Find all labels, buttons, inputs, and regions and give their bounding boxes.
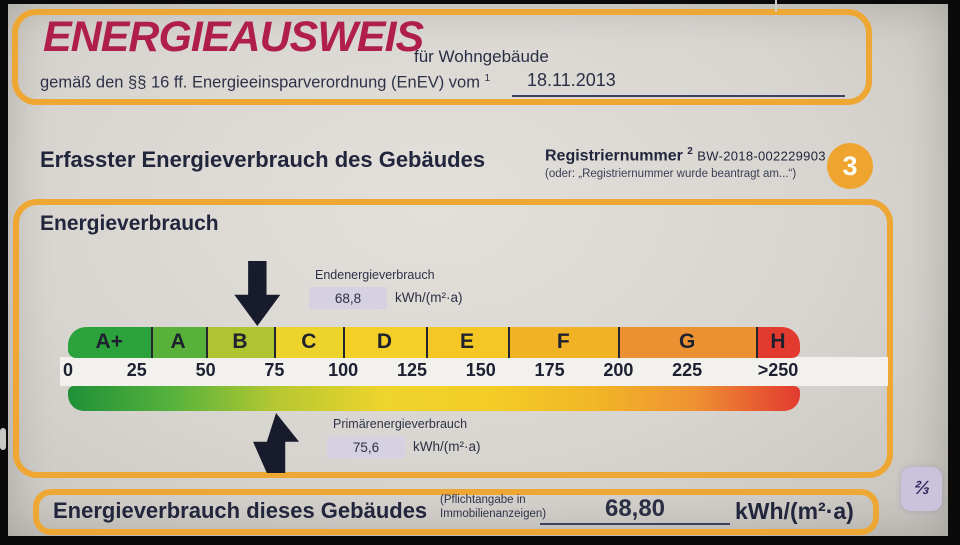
footer-note xyxy=(440,494,546,522)
scale-band-letter: E xyxy=(459,329,475,353)
scale-band-letter: A+ xyxy=(95,329,123,353)
scale-tick-100: 100 xyxy=(328,360,359,380)
scale-band-G xyxy=(618,327,756,358)
scale-tick-0: 0 xyxy=(62,360,74,380)
law-footnote: 1 xyxy=(484,73,491,84)
photo-glare xyxy=(0,428,6,450)
scale-tick-175: 175 xyxy=(534,360,565,380)
marker-arrow-up xyxy=(253,413,299,473)
photo-glare xyxy=(775,0,777,12)
registry-footnote: 2 xyxy=(687,146,693,157)
date-underline xyxy=(512,95,845,97)
scale-band-F xyxy=(508,327,618,358)
law-reference xyxy=(40,73,490,93)
scale-tick-25: 25 xyxy=(126,360,147,380)
scale-band-letter: D xyxy=(376,329,393,353)
footer-value-underline xyxy=(540,523,730,525)
energy-scale-band xyxy=(68,327,800,358)
scale-tick-200: 200 xyxy=(603,360,634,380)
footer-title: Energieverbrauch dieses Gebäudes xyxy=(53,498,428,523)
scale-tick-75: 75 xyxy=(264,360,285,380)
footer-note-line1: (Pflichtangabe in xyxy=(440,494,526,506)
consumption-box-title: Energieverbrauch xyxy=(40,212,219,235)
primary-energy-label: Primärenergieverbrauch xyxy=(333,417,468,431)
scale-ticks xyxy=(62,360,800,386)
registry-alternative-note: (oder: „Registriernummer wurde beantragt am...“) xyxy=(545,168,797,180)
scale-wrap xyxy=(62,327,800,477)
scale-band-E xyxy=(426,327,509,358)
scale-band-D xyxy=(343,327,426,358)
annotation-edit-button[interactable] xyxy=(901,467,942,511)
scale-band-H xyxy=(756,327,800,358)
document-title: ENERGIEAUSWEIS xyxy=(43,13,424,61)
scale-band-letter: A xyxy=(170,329,186,353)
page-number-badge: 3 xyxy=(827,143,873,189)
law-text: gemäß den §§ 16 ff. Energieeinsparverordnung (EnEV) vom xyxy=(40,73,480,92)
registry-number-line xyxy=(545,146,826,165)
issue-date: 18.11.2013 xyxy=(527,70,616,90)
registry-label: Registriernummer xyxy=(545,147,683,165)
scale-band-B xyxy=(206,327,275,358)
scale-band-A xyxy=(151,327,206,358)
footer-value: 68,80 xyxy=(604,495,666,522)
scale-band-letter: B xyxy=(232,329,248,353)
scale-tick-225: 225 xyxy=(672,360,703,380)
edit-pen-icon: ⅔ xyxy=(912,478,931,499)
gradient-bar xyxy=(68,386,800,411)
scale-band-C xyxy=(274,327,343,358)
scale-band-letter: H xyxy=(770,329,786,353)
scale-band-letter: G xyxy=(679,329,696,353)
primary-energy-value-chip: 75,6 xyxy=(327,436,405,458)
end-energy-value-chip: 68,8 xyxy=(309,287,387,309)
section-title: Erfasster Energieverbrauch des Gebäudes xyxy=(40,147,486,172)
end-energy-label: Endenergieverbrauch xyxy=(315,268,435,282)
scale-band-A+ xyxy=(68,327,151,358)
scale-tick-150: 150 xyxy=(465,360,496,380)
scale-tick-50: 50 xyxy=(195,360,216,380)
scale-tick->250: >250 xyxy=(757,360,799,380)
scale-band-letter: F xyxy=(556,329,570,353)
footer-unit: kWh/(m²·a) xyxy=(735,498,854,524)
end-energy-unit: kWh/(m²·a) xyxy=(395,290,463,305)
scale-band-letter: C xyxy=(301,329,317,353)
footer-note-line2: Immobilienanzeigen) xyxy=(440,507,547,520)
registry-number: BW-2018-002229903 xyxy=(697,148,826,164)
document-subtitle: für Wohngebäude xyxy=(414,47,549,66)
primary-energy-unit: kWh/(m²·a) xyxy=(413,439,481,454)
scale-tick-125: 125 xyxy=(396,360,428,380)
